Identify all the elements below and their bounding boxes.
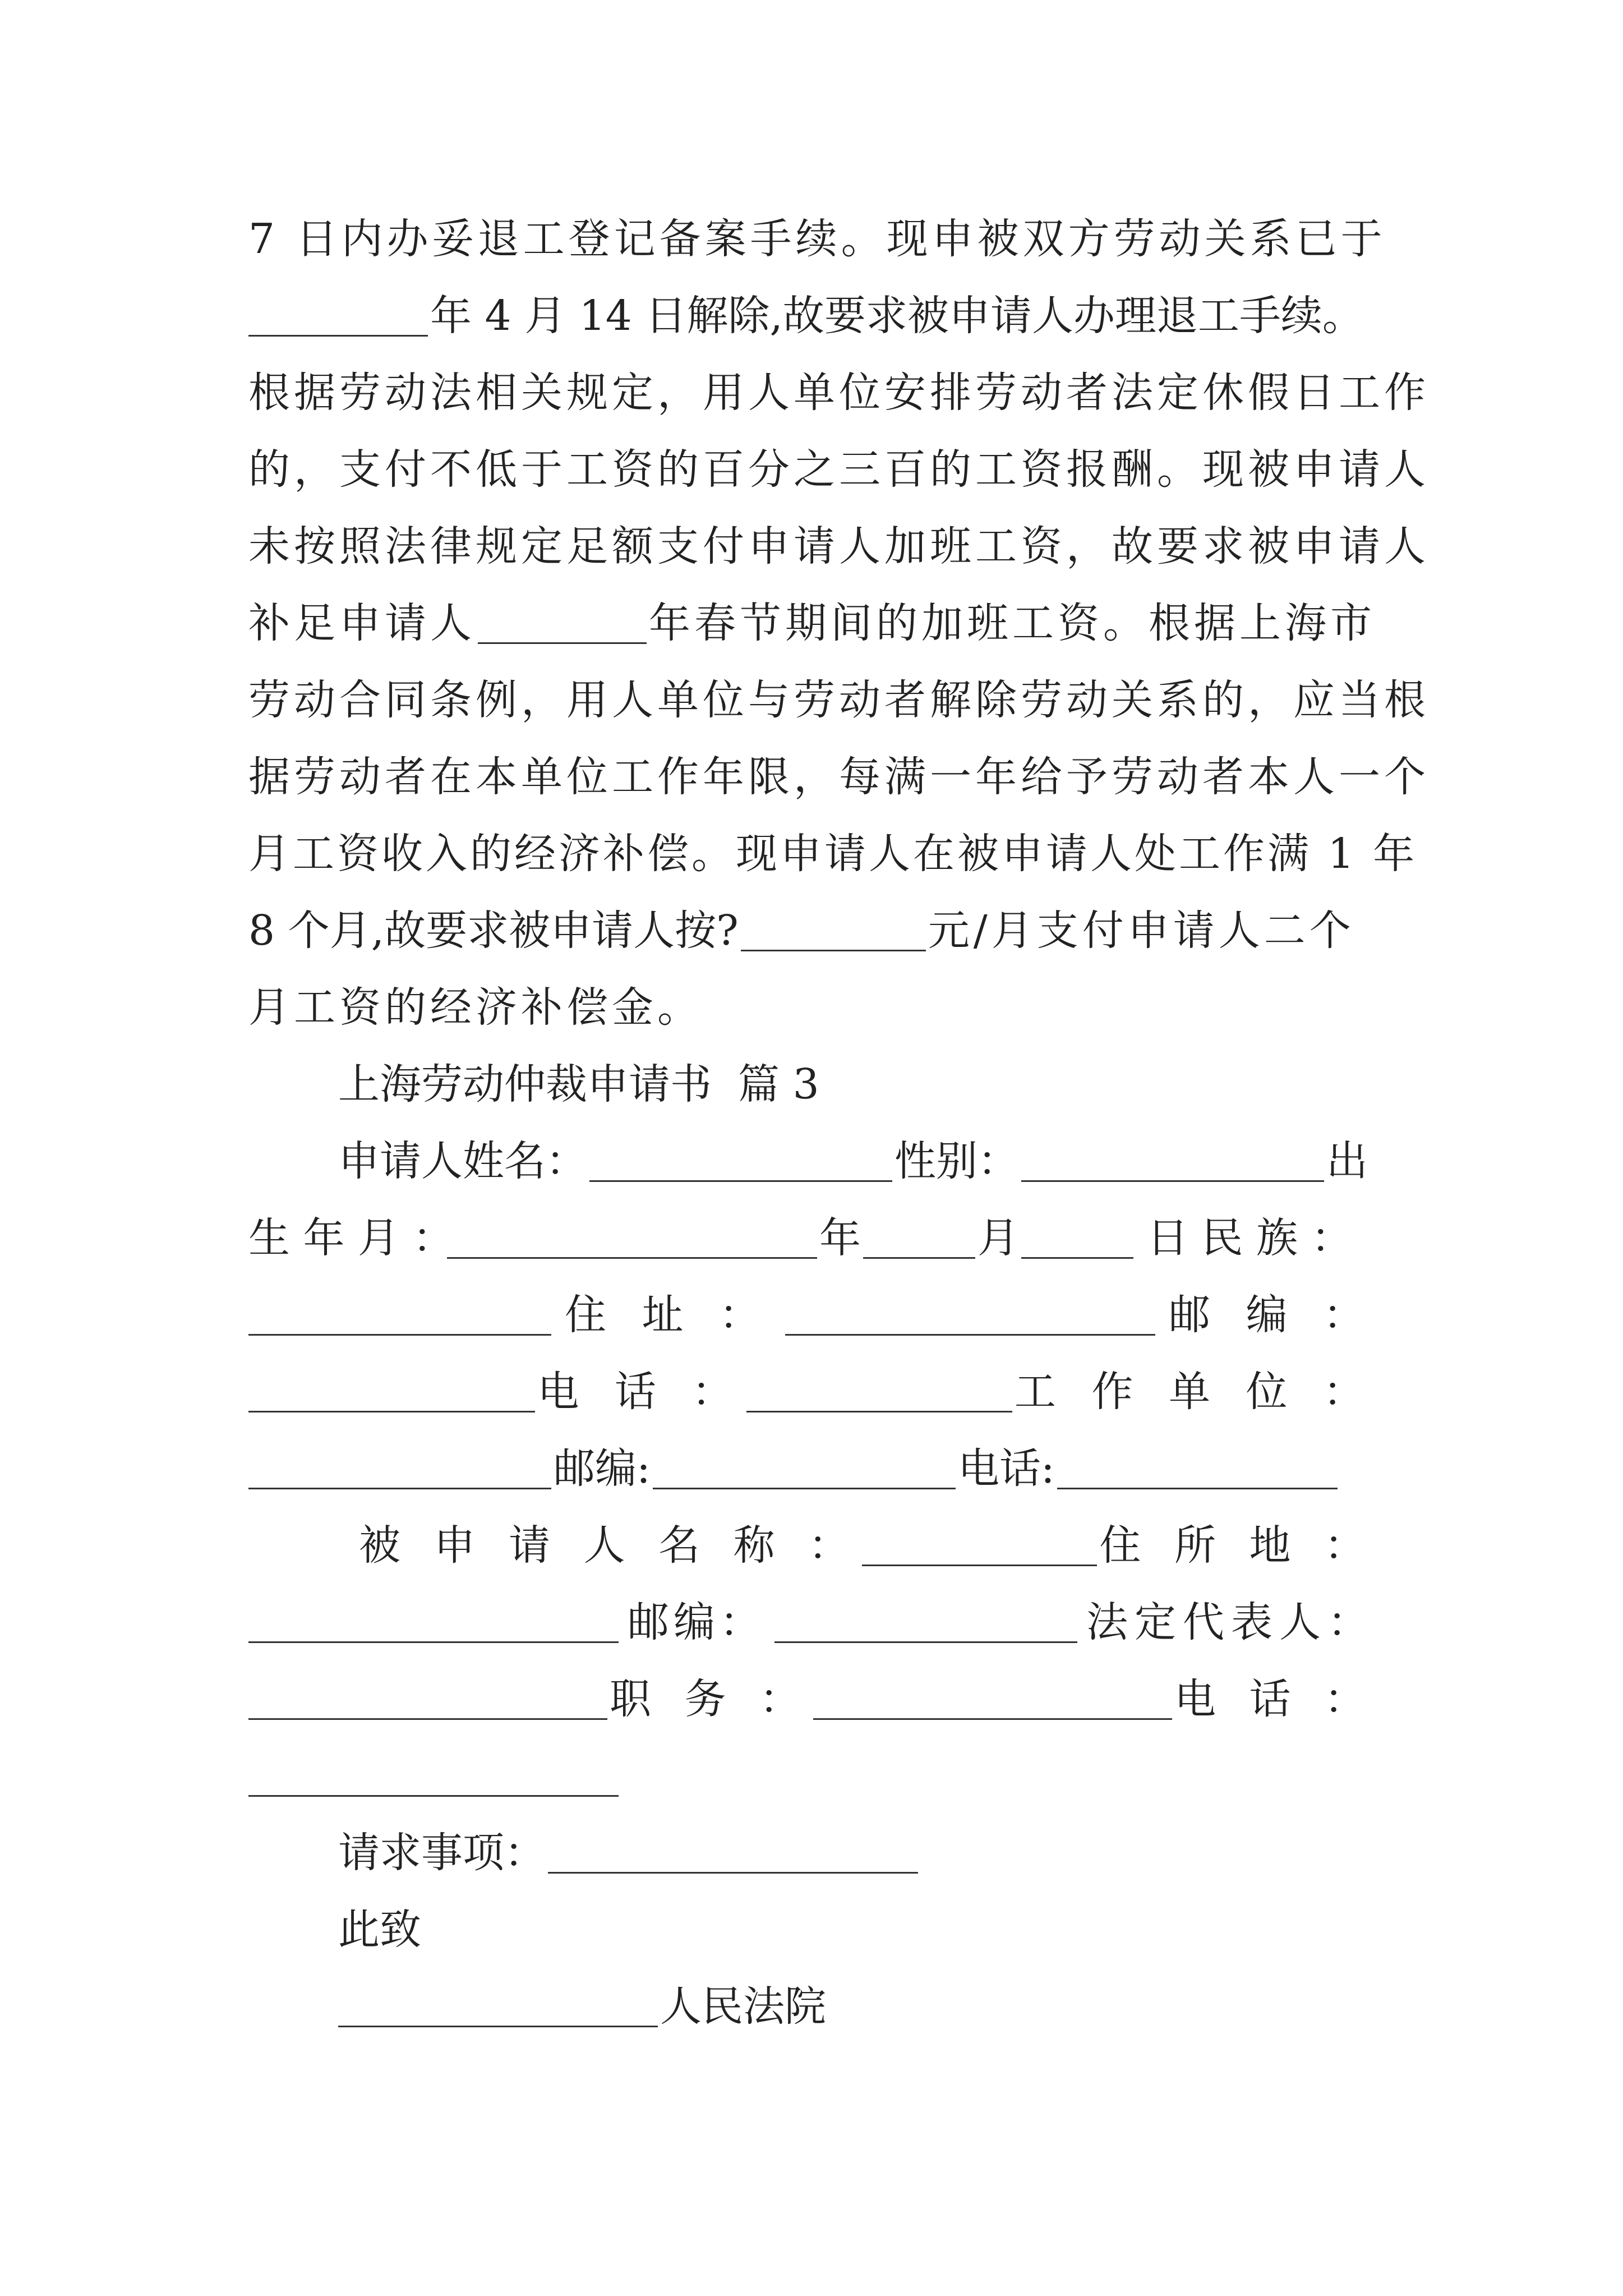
- respondent-phone-field[interactable]: [248, 1756, 619, 1797]
- text: 8 个月,故要求被申请人按?: [248, 907, 739, 955]
- label: 出: [1326, 1137, 1368, 1185]
- label: 月: [978, 1214, 1019, 1262]
- label: 请求事项：: [338, 1829, 546, 1877]
- text: 根据劳动法相关规定，用人单位安排劳动者法定休假日工作: [248, 369, 1430, 417]
- gender-field[interactable]: [1021, 1141, 1324, 1182]
- form-line-respondent: [359, 1512, 1376, 1579]
- paragraph-line-4: [248, 436, 1430, 503]
- label: 年: [819, 1214, 861, 1262]
- blank-line[interactable]: [248, 296, 428, 337]
- unit-phone-field[interactable]: [1057, 1448, 1338, 1489]
- text: 补足申请人: [248, 599, 476, 647]
- phone-field[interactable]: [746, 1372, 1012, 1412]
- text: 年 4 月 14 日解除,故要求被申请人办理退工手续。: [430, 292, 1364, 340]
- paragraph-line-9: [248, 820, 1418, 887]
- paragraph-line-8: [248, 743, 1430, 811]
- position-field[interactable]: [813, 1679, 1172, 1720]
- form-line-unit: [248, 1435, 1376, 1502]
- request-items-line: [338, 1819, 1376, 1887]
- text: 据劳动者在本单位工作年限，每满一年给予劳动者本人一个: [248, 753, 1430, 801]
- paragraph-line-7: [248, 666, 1430, 734]
- residence-field[interactable]: [248, 1602, 619, 1643]
- blank-line[interactable]: [741, 910, 926, 951]
- label: 生 年 月 ：: [248, 1214, 454, 1262]
- postcode-field[interactable]: [248, 1372, 535, 1412]
- name-field[interactable]: [589, 1141, 892, 1182]
- label: 电 话 ：: [1174, 1675, 1376, 1723]
- label: 电 话 ：: [537, 1368, 745, 1416]
- label: 邮编：: [628, 1598, 766, 1646]
- court-name-field[interactable]: [338, 1986, 658, 2027]
- paragraph-line-1: [248, 205, 1386, 273]
- label: 邮编:: [554, 1444, 651, 1493]
- label: 被 申 请 人 名 称 ：: [359, 1521, 860, 1570]
- form-line-applicant: [338, 1128, 1376, 1195]
- paragraph-line-2: [248, 282, 1376, 349]
- label: 住 所 地 ：: [1099, 1521, 1376, 1570]
- text: 元/月支付申请人二个: [928, 907, 1355, 955]
- ethnic-field[interactable]: [248, 1295, 551, 1336]
- label: 电话:: [957, 1444, 1055, 1493]
- text: 此致: [338, 1906, 421, 1954]
- label: 性别：: [895, 1137, 1019, 1185]
- respondent-postcode-field[interactable]: [774, 1602, 1077, 1643]
- form-line-birth: [248, 1204, 1376, 1272]
- text: 月工资收入的经济补偿。现申请人在被申请人处工作满 1 年: [248, 830, 1418, 878]
- text: 月工资的经济补偿金。: [248, 983, 703, 1032]
- label: 职 务 ：: [609, 1675, 811, 1723]
- ci-zhi-line: [338, 1896, 1376, 1963]
- paragraph-line-11: [248, 974, 1376, 1041]
- text: 的，支付不低于工资的百分之三百的工资报酬。现被申请人: [248, 445, 1430, 494]
- text: 7 日内办妥退工登记备案手续。现申被双方劳动关系已于: [248, 215, 1386, 263]
- label: 法定代表人：: [1086, 1598, 1376, 1646]
- legal-rep-field[interactable]: [248, 1679, 607, 1720]
- address-field[interactable]: [785, 1295, 1155, 1336]
- text: 人民法院: [660, 1982, 826, 2031]
- paragraph-line-5: [248, 513, 1430, 580]
- unit-postcode-field[interactable]: [653, 1448, 956, 1489]
- form-line-phone2: [248, 1742, 1376, 1810]
- form-line-phone: [248, 1358, 1376, 1425]
- label: 住 址 ：: [564, 1291, 772, 1339]
- paragraph-line-6: [248, 590, 1376, 657]
- section-title: [338, 1051, 1376, 1118]
- paragraph-line-3: [248, 359, 1430, 426]
- label: 日 民 族 ：: [1147, 1214, 1353, 1262]
- paragraph-line-10: [248, 897, 1376, 964]
- text: 劳动合同条例，用人单位与劳动者解除劳动关系的，应当根: [248, 676, 1430, 724]
- text: 未按照法律规定足额支付申请人加班工资，故要求被申请人: [248, 522, 1430, 570]
- label: 工 作 单 位 ：: [1014, 1368, 1376, 1416]
- birth-month-field[interactable]: [863, 1218, 975, 1259]
- form-line-position: [248, 1665, 1376, 1733]
- text: 年春节期间的加班工资。根据上海市: [649, 599, 1376, 647]
- court-line: [338, 1973, 1376, 2040]
- work-unit-field[interactable]: [248, 1448, 551, 1489]
- respondent-name-field[interactable]: [862, 1525, 1097, 1566]
- label: 申请人姓名：: [338, 1137, 587, 1185]
- blank-line[interactable]: [478, 603, 647, 644]
- label: 邮 编 ：: [1168, 1291, 1376, 1339]
- form-line-address: [248, 1281, 1376, 1349]
- form-line-respondent-postcode: [248, 1589, 1376, 1656]
- birth-day-field[interactable]: [1021, 1218, 1133, 1259]
- text: 上海劳动仲裁申请书 篇 3: [338, 1060, 819, 1108]
- request-items-field[interactable]: [548, 1833, 918, 1874]
- birth-year-field[interactable]: [447, 1218, 817, 1259]
